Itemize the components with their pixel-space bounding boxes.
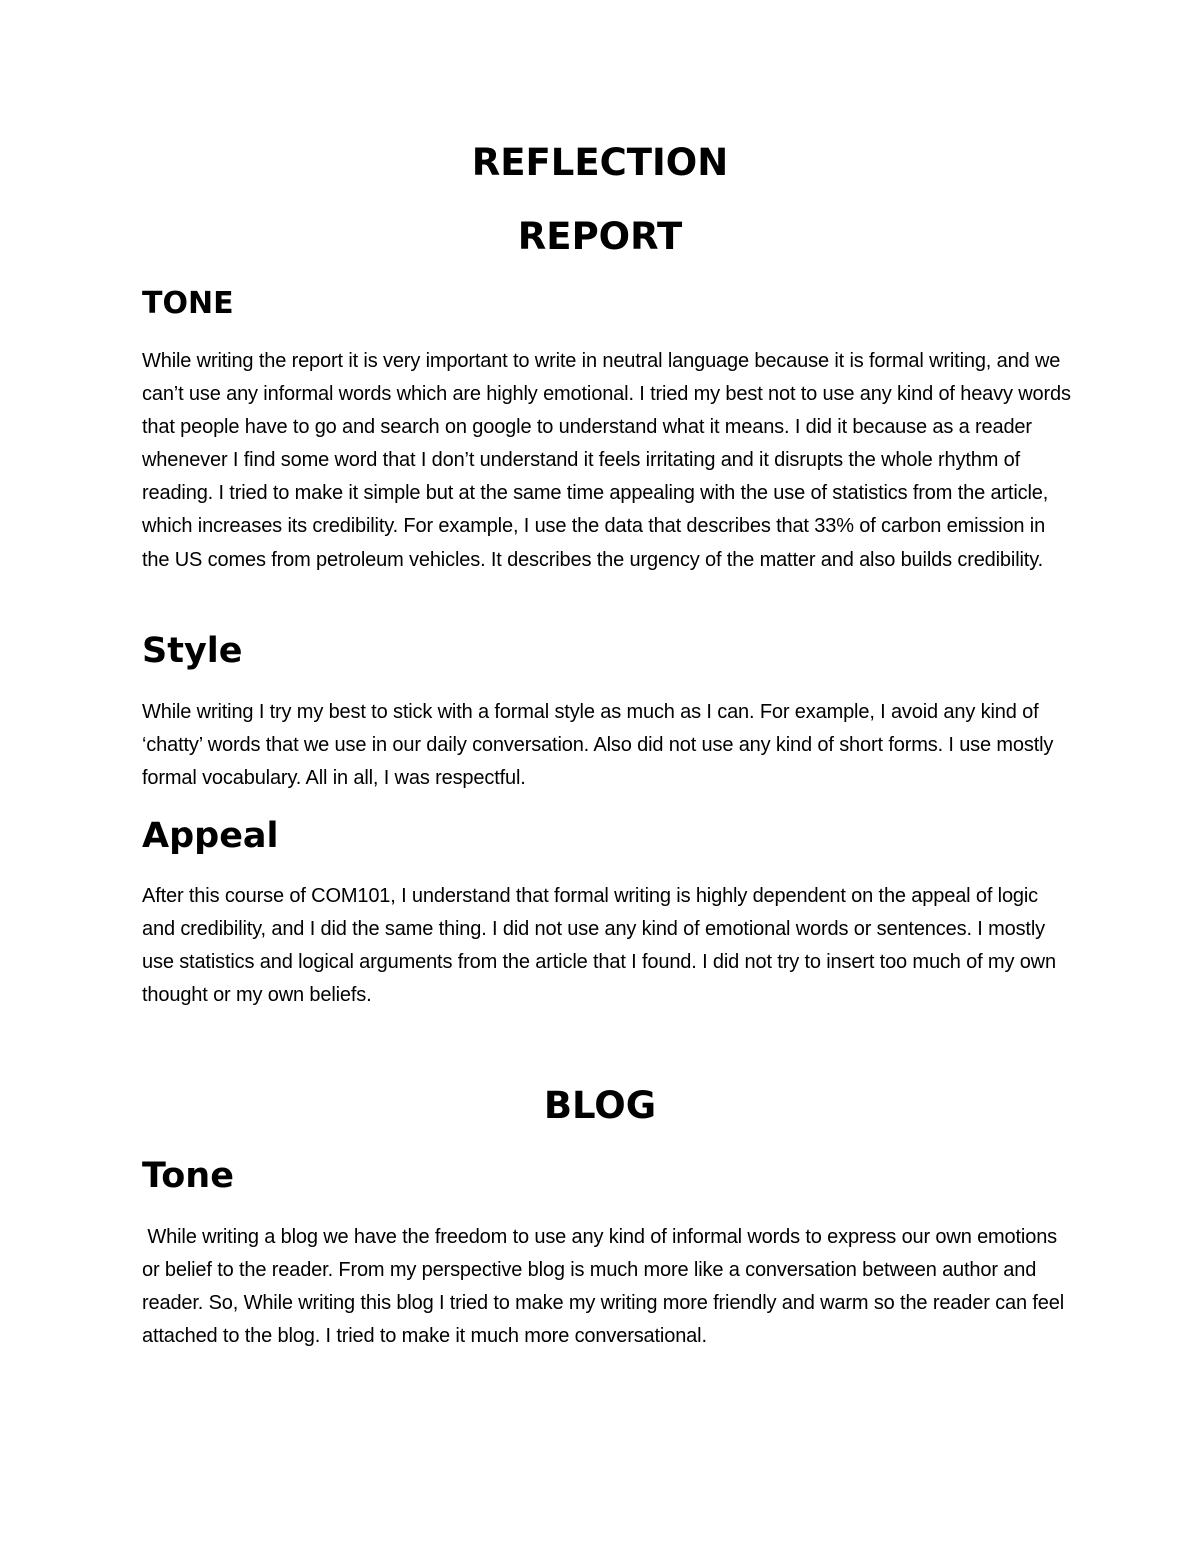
title-line-1: REFLECTION xyxy=(471,141,729,184)
report-style-heading: Style xyxy=(142,631,243,671)
report-style-paragraph: While writing I try my best to stick with a formal style as much as I can. For example, I avoid any kind of ‘chatty’ words that we use in our daily conversation. Also did not use any kind of short forms. I use mostly formal vocabulary. All in all, I was respectful. xyxy=(142,701,1054,790)
title-line-2: REPORT xyxy=(517,215,683,258)
blog-heading: BLOG xyxy=(543,1084,657,1127)
report-tone-heading: TONE xyxy=(142,286,234,321)
report-appeal-paragraph: After this course of COM101, I understand that formal writing is highly dependent on the appeal of logic and credibility, and I did the same thing. I did not use any kind of emotional words or sentences. I mostly use statistics and logical arguments from the article that I found. I did not try to insert too much of my own thought or my own beliefs. xyxy=(142,885,1056,1007)
blog-tone-paragraph: While writing a blog we have the freedom to use any kind of informal words to express our own emotions or belief to the reader. From my perspective blog is much more like a conversation between author and reader. So, While writing this blog I tried to make my writing more friendly and warm so the reader can feel attached to the blog. I tried to make it much more conversational. xyxy=(142,1226,1070,1348)
blog-tone-heading: Tone xyxy=(142,1156,234,1196)
report-tone-paragraph: While writing the report it is very important to write in neutral language because it is formal writing, and we can’t use any informal words which are highly emotional. I tried my best not to use any kind of heavy words that people have to go and search on google to understand what it means. I did it because as a reader whenever I find some word that I don’t understand it feels irritating and it disrupts the whole rhythm of reading. I tried to make it simple but at the same time appealing with the use of statistics from the article, which increases its credibility. For example, I use the data that describes that 33% of carbon emission in the US comes from petroleum vehicles. It describes the urgency of the matter and also builds credibility. xyxy=(142,350,1071,571)
report-appeal-heading: Appeal xyxy=(142,816,279,856)
